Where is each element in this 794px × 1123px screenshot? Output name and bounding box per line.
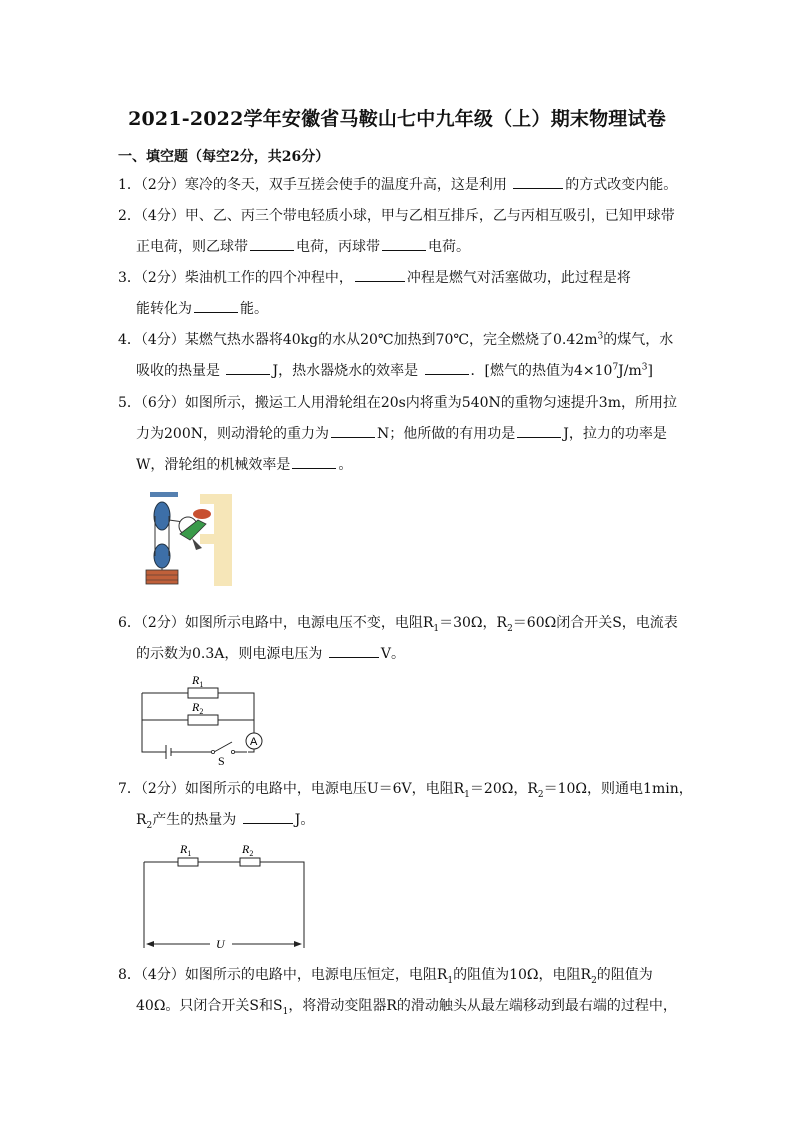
question-4 — [118, 325, 688, 387]
answer-blank[interactable] — [243, 808, 293, 824]
answer-blank[interactable] — [513, 173, 563, 189]
question-line: 能转化为 能。 — [118, 294, 688, 325]
question-3 — [118, 263, 688, 325]
answer-blank[interactable] — [329, 642, 379, 658]
question-line: 力为200N，则动滑轮的重力为 N；他所做的有用功是 J，拉力的功率是 — [118, 419, 688, 450]
question-1 — [118, 170, 688, 201]
resistor-r2 — [188, 715, 218, 725]
answer-blank[interactable] — [292, 453, 336, 469]
question-7 — [118, 774, 693, 836]
label-switch: S — [218, 754, 225, 768]
question-line: 的示数为0.3A，则电源电压为 V。 — [118, 639, 688, 670]
question-5 — [118, 388, 688, 481]
label-voltage: U — [216, 937, 225, 951]
label-r1: $R_1$ — [180, 842, 192, 858]
question-line: 3．（2分）柴油机工作的四个冲程中， 冲程是燃气对活塞做功，此过程是将 — [118, 263, 688, 294]
switch-lever — [214, 742, 232, 752]
question-line: 正电荷，则乙球带 电荷，丙球带 电荷。 — [118, 232, 688, 263]
resistor-r1 — [188, 688, 218, 698]
resistor-r2 — [240, 858, 260, 866]
answer-blank[interactable] — [250, 235, 294, 251]
question-line: W，滑轮组的机械效率是 。 — [118, 450, 688, 481]
question-6 — [118, 608, 688, 670]
question-line: 40Ω。只闭合开关S和$S_1$，将滑动变阻器R的滑动触头从最左端移动到最右端的过程中， — [136, 998, 677, 1017]
worker-hat — [193, 509, 211, 519]
question-line: $R_2$产生的热量为 J。 — [118, 805, 688, 836]
question-line: 8．（4分）如图所示的电路中，电源电压恒定，电阻$R_1$的阻值为10Ω，电阻$R_2$的阻值为 — [118, 967, 653, 986]
answer-blank[interactable] — [194, 297, 238, 313]
answer-blank[interactable] — [517, 422, 561, 438]
question-line: 4．（4分）某燃气热水器将40kg的水从20℃加热到70℃，完全燃烧了$0.42m^3$的煤气，水 — [118, 331, 674, 348]
ceiling-beam — [150, 492, 178, 497]
label-r1: $R_1$ — [192, 673, 204, 689]
label-ammeter: A — [250, 736, 258, 748]
question-8 — [118, 960, 688, 1022]
answer-blank[interactable] — [355, 266, 405, 282]
question-line: 吸收的热量是 J，热水器烧水的效率是 ．[燃气的热值为$4\times 10^7J/m^3$] — [118, 356, 688, 387]
fixed-pulley — [154, 502, 170, 530]
answer-blank[interactable] — [382, 235, 426, 251]
label-r2: $R_2$ — [192, 700, 204, 716]
question-line: 7．（2分）如图所示的电路中，电源电压U＝6V，电阻$R_1=20\Omega$，$R_2=10\Omega$，则通电1min， — [118, 781, 693, 800]
circuit-figure-7 — [138, 838, 310, 954]
question-2 — [118, 201, 688, 263]
answer-blank[interactable] — [425, 359, 469, 375]
pulley-figure — [140, 490, 236, 588]
question-line: 5．（6分）如图所示，搬运工人用滑轮组在20s内将重为540N的重物匀速提升3m，所用拉 — [118, 395, 677, 411]
movable-pulley — [154, 544, 170, 568]
resistor-r1 — [178, 858, 198, 866]
document-title: 2021-2022学年安徽省马鞍山七中九年级（上）期末物理试卷 — [128, 108, 666, 130]
question-line: 6．（2分）如图所示电路中，电源电压不变，电阻$R_1=30\Omega$，$R_2=60\Omega$闭合开关S，电流表 — [118, 615, 678, 634]
question-line: 2．（4分）甲、乙、丙三个带电轻质小球，甲与乙相互排斥，乙与丙相互吸引，已知甲球带 — [118, 208, 675, 224]
question-line: 1．（2分）寒冷的冬天，双手互搓会使手的温度升高，这是利用 的方式改变内能。 — [118, 170, 688, 201]
answer-blank[interactable] — [331, 422, 375, 438]
answer-blank[interactable] — [226, 359, 270, 375]
load-crate — [146, 570, 178, 584]
label-r2: $R_2$ — [242, 842, 254, 858]
circuit-figure-6 — [136, 668, 272, 768]
section-heading: 一、填空题（每空2分，共26分） — [118, 149, 330, 165]
